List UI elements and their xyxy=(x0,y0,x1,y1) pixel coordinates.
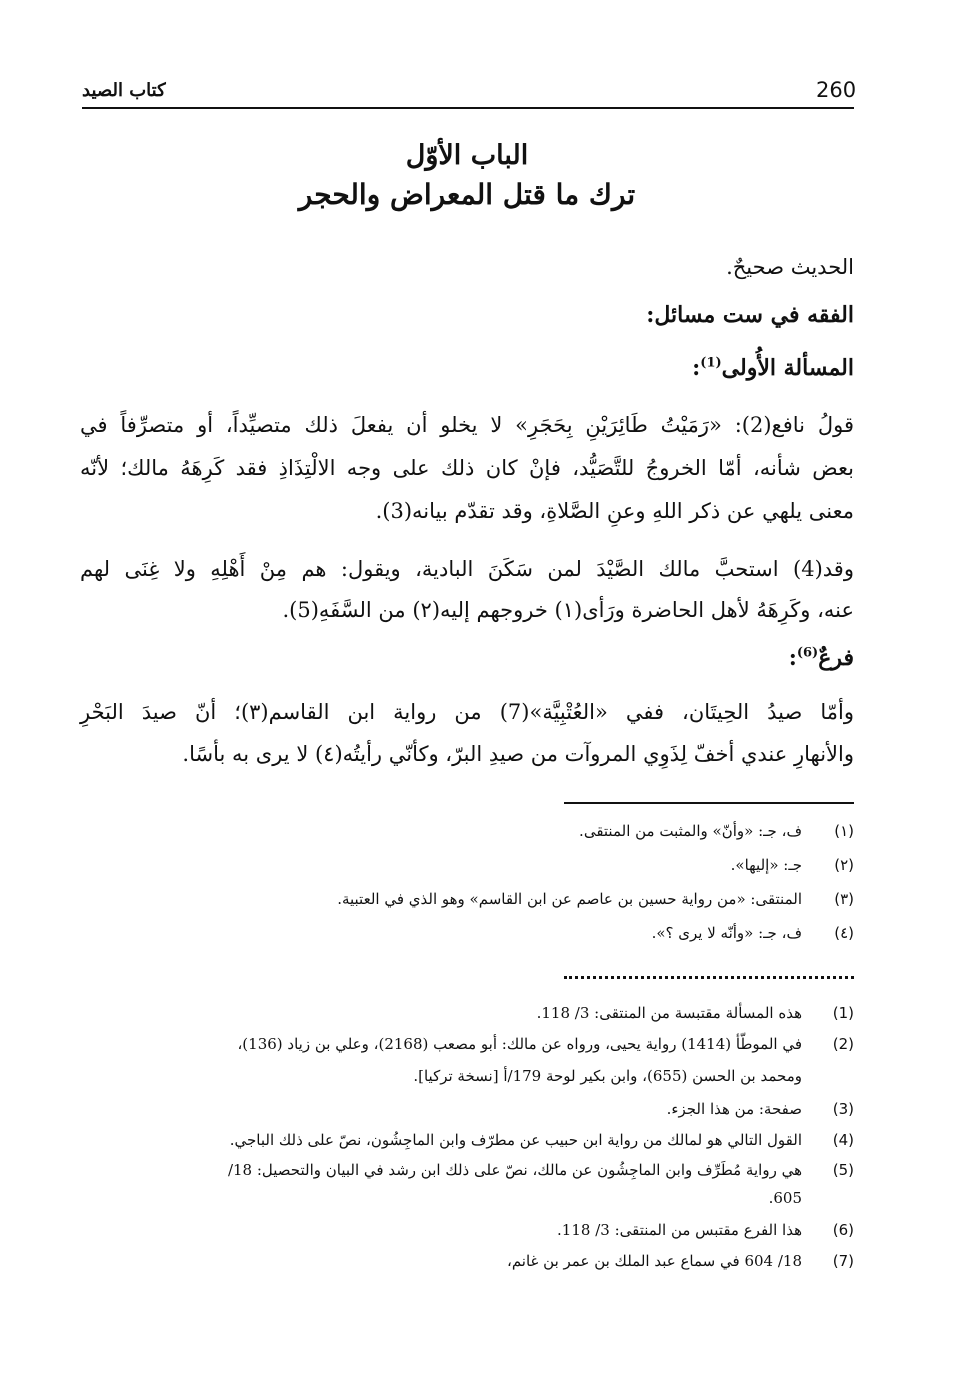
paragraph-line: معنى يلهي عن ذكر اللهِ وعنِ الصَّلاةِ، وقد تقدّم بيانه(3). xyxy=(375,499,854,523)
footnote-ref[interactable]: (1) xyxy=(700,355,722,371)
branch-heading-colon: : xyxy=(788,645,797,671)
paragraph-line: وقد(4) استحبَّ مالك الصَّيْدَ لمن سَكَنَ البادية، ويقول: هم مِنْ أَهْلِهِ ولا غِنَى لهم xyxy=(80,557,854,581)
footnote-separator xyxy=(564,802,854,804)
footnote-text: ف، جـ: «وأنّ» والمثبت من المنتقى. xyxy=(579,822,802,840)
footnote-text: جـ: «إليها». xyxy=(730,856,802,874)
footnote-number: (٢) xyxy=(834,856,854,874)
footnote-number: (٣) xyxy=(834,890,854,908)
paragraph-line: وأمّا صيدُ الحِيتَان، ففي «العُتْبِيَّة»(7) من رواية ابن القاسم(٣)؛ أنّ صيدَ البَحْرِ xyxy=(80,700,854,724)
chapter-title: ترك ما قتل المعراض والحجر xyxy=(298,178,636,211)
branch-heading-text: فرعٌ xyxy=(818,645,854,671)
footnote-text: المنتقى: «من رواية حسين بن عاصم عن ابن القاسم» وهو الذي في العتبية. xyxy=(337,890,802,908)
footnote-number: (١) xyxy=(834,822,854,840)
hadith-grade: الحديث صحيحٌ. xyxy=(726,255,854,279)
book-title: كتاب الصيد xyxy=(82,80,166,101)
footnote-ref[interactable]: (6) xyxy=(796,645,819,661)
paragraph-line: بعض شأنه، أمّا الخروجُ للتَّصَيُّد، فإنْ كان ذلك على وجه الالْتِذَاذِ فقد كَرِهَهُ مالك؛ لأنّه xyxy=(80,456,854,480)
issue-heading-text: المسألة الأُولى xyxy=(721,355,854,381)
footnote-text: ومحمد بن الحسن (655)، وابن بكير لوحة 179/أ [نسخة تركيا]. xyxy=(413,1067,802,1085)
footnote-number: (٤) xyxy=(834,924,854,942)
footnote-number: (4) xyxy=(832,1131,854,1149)
footnote-number: (3) xyxy=(832,1100,854,1118)
main-text xyxy=(80,0,857,800)
paragraph-line: قولُ نافع(2): «رَمَيْتُ طَائِرَيْنِ بِحَجَرِ» لا يخلو أن يفعلَ ذلك متصيِّداً، أو متصرِّفاً في xyxy=(80,413,854,437)
footnote-number: (6) xyxy=(832,1221,854,1239)
footnote-text: ف، جـ: «وأنّه لا يرى ؟». xyxy=(651,924,802,942)
variant-footnotes xyxy=(80,802,854,962)
footnote-number: (2) xyxy=(832,1035,854,1053)
source-footnotes xyxy=(80,976,854,1296)
footnote-separator xyxy=(564,976,854,979)
chapter-number: الباب الأوّل xyxy=(405,140,529,171)
footnote-number: (1) xyxy=(832,1004,854,1022)
footnote-text: القول التالي هو لمالك من رواية ابن حبيب عن مطرّف وابن الماجِشُون، نصّ على ذلك الباجي. xyxy=(229,1131,802,1149)
issue-heading-colon: : xyxy=(692,355,701,381)
page-number: 260 xyxy=(816,78,857,102)
fiqh-heading: الفقه في ست مسائل: xyxy=(646,302,854,328)
footnote-text: 18/ 604 في سماع عبد الملك بن عمر بن غانم، xyxy=(506,1252,802,1270)
paragraph-line: عنه، وكَرِهَهُ لأهل الحاضرة ورَأى(١) خروجهم إليه(٢) من السَّفَهِ(5). xyxy=(282,598,854,622)
footnote-text: هذا الفرع مقتبس من المنتقى: 3/ 118. xyxy=(557,1221,802,1239)
footnote-text: هي رواية مُطَرِّف وابن الماجِشُون عن مالك، نصّ على ذلك ابن رشد في البيان والتحصيل: 18/ xyxy=(227,1161,802,1179)
footnote-text: 605. xyxy=(768,1189,802,1207)
footnote-text: في الموطّأ (1414) رواية يحيى، ورواه عن مالك: أبو مصعب (2168)، وعلي بن زياد (136)، xyxy=(237,1035,802,1053)
paragraph-line: والأنهارِ عندي أخفّ لِذَوِي المروآت من صيدِ البرّ، وكأنّي رأيتُه(٤) لا يرى به بأسًا. xyxy=(182,742,854,766)
footnote-text: هذه المسألة مقتبسة من المنتقى: 3/ 118. xyxy=(536,1004,802,1022)
branch-heading xyxy=(789,645,854,671)
issue-heading xyxy=(692,355,854,381)
footnote-number: (5) xyxy=(832,1161,854,1179)
footnote-text: صفحة: من هذا الجزء. xyxy=(666,1100,802,1118)
footnote-number: (7) xyxy=(832,1252,854,1270)
